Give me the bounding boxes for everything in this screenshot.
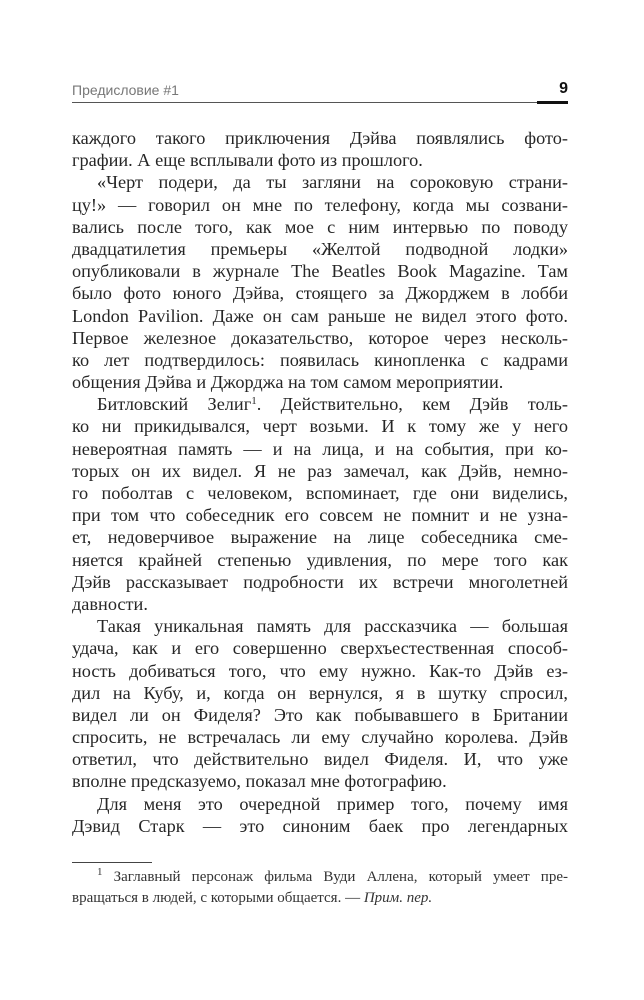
text-line: го поболтав с человеком, вспоминает, где они виделись, [72,483,568,503]
text-line: дил на Кубу, и, когда он вернулся, я в шутку спросил, [72,682,568,703]
footnote-text: Заглавный персонаж фильма Вуди Аллена, который умеет пре- [113,869,568,885]
text-line: Дэйв рассказывает подробности их встречи многолетней [72,571,568,592]
text-line: спросить, не встречалась ли ему случайно королева. Дэйв [72,727,568,748]
page-number-rule [537,101,568,104]
text-line: ко ни прикидывался, черт возьми. И к тому же у него [72,416,568,437]
text-line [72,393,568,415]
text-line: ко лет подтвердилось: появилась кинопленка с кадрами [72,349,568,370]
body-text [72,127,568,837]
text-line: цу!» — говорил он мне по телефону, когда мы созвани- [72,194,568,215]
text-line: невероятная память — и на лица, и на события, при ко- [72,438,568,459]
footnote [72,867,568,909]
text-line: London Pavilion. Даже он сам раньше не видел этого фото. [72,305,568,326]
footnote-line [72,867,568,888]
paragraph [72,393,568,615]
text-line: Первое железное доказательство, которое через несколь- [72,327,568,348]
text-line: общения Дэйва и Джорджа на том самом мероприятии. [72,372,504,393]
text-fragment: Битловский Зелиг [97,394,252,415]
text-line: удача, как и его совершенно сверхъестественная способ- [72,638,568,659]
text-line: ность добиваться того, что ему нужно. Как-то Дэйв ез- [72,660,568,681]
text-line: вались после того, как мое с ним интервью по поводу [72,216,568,237]
text-line: Для меня это очередной пример того, почему имя [97,793,568,814]
text-line: опубликовали в журнале The Beatles Book Magazine. Там [72,261,568,282]
text-line: графии. А еще всплывали фото из прошлого. [72,150,423,171]
footnote-reference[interactable]: 1 [251,395,257,408]
paragraph [72,793,568,837]
page-number: 9 [559,80,568,97]
text-line: Такая уникальная память для рассказчика — большая [97,616,568,637]
text-line: было фото юного Дэйва, стоящего за Джорджем в лобби [72,283,568,304]
footnote-marker: 1 [97,866,103,878]
text-line: видел ли он Фиделя? Это как побывавшего в Британии [72,704,568,725]
section-title: Предисловие #1 [72,82,179,98]
text-line: двадцатилетия премьеры «Желтой подводной лодки» [72,238,568,259]
footnote-line [72,888,568,909]
text-line: «Черт подери, да ты загляни на сороковую страни- [97,172,568,193]
paragraph [72,615,568,793]
text-line: ет, недоверчивое выражение на лице собеседника сме- [72,527,568,548]
paragraph [72,171,568,393]
text-line: при том что собеседник его совсем не помнит и не узна- [72,505,568,526]
translator-note: Прим. пер. [363,890,433,906]
text-line: каждого такого приключения Дэйва появлялись фото- [72,128,568,148]
footnote-divider [72,862,152,863]
text-fragment: . Действительно, кем Дэйв толь- [256,394,568,415]
text-line: давности. [72,593,148,614]
text-line: ответил, что действительно видел Фиделя. И, что уже [72,749,568,770]
text-line: торых он их видел. Я не раз замечал, как Дэйв, немно- [72,460,568,481]
text-line: няется крайней степенью удивления, по мере того как [72,549,568,570]
text-line: вполне предсказуемо, показал мне фотографию. [72,771,447,792]
footnote-text: вращаться в людей, с которыми общается. — [72,890,364,906]
text-line: Дэвид Старк — это синоним баек про легендарных [72,815,568,836]
running-header [72,82,568,103]
paragraph [72,127,568,171]
